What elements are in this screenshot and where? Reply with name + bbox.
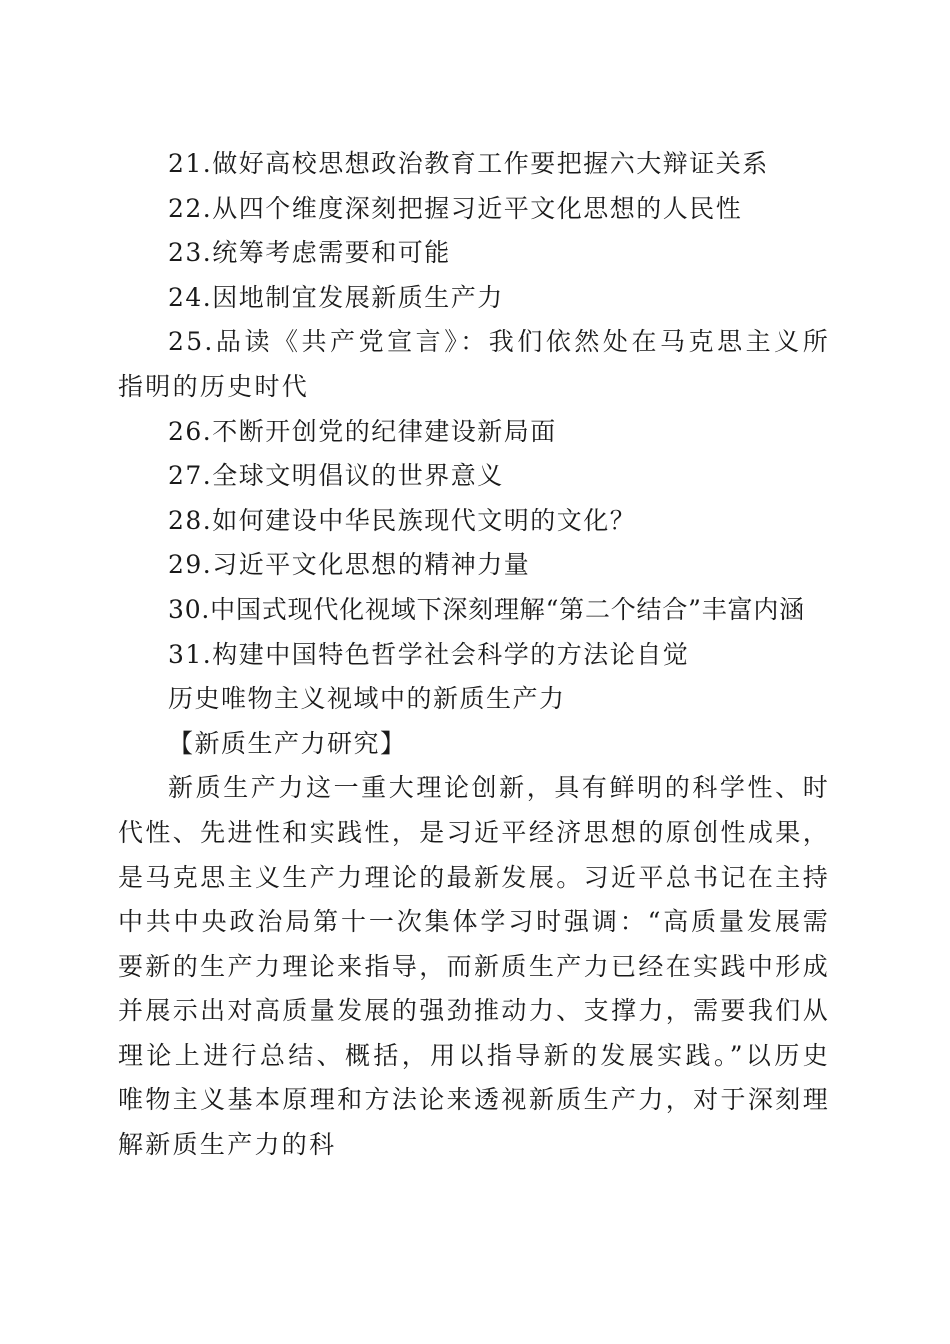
item-number: 21. bbox=[168, 149, 213, 178]
item-number: 27. bbox=[168, 461, 213, 491]
list-item bbox=[118, 633, 830, 678]
item-number: 28. bbox=[168, 505, 213, 535]
item-number: 29. bbox=[168, 550, 213, 580]
item-number: 26. bbox=[168, 416, 213, 446]
item-number: 23. bbox=[168, 238, 213, 268]
article-body: 新质生产力这一重大理论创新，具有鲜明的科学性、时代性、先进性和实践性，是习近平经济思想的原创性成果，是马克思主义生产力理论的最新发展。习近平总书记在主持中共中央政治局第十一次集体学习时强调：“高质量发展需要新的生产力理论来指导，而新质生产力已经在实践中形成并展示出对高质量发展的强劲推动力、支撑力，需要我们从理论上进行总结、概括，用以指导新的发展实践。”以历史唯物主义基本原理和方法论来透视新质生产力，对于深刻理解新质生产力的科 bbox=[118, 773, 830, 1160]
item-text: 品读《共产党宣言》：我们依然处在马克思主义所指明的历史时代 bbox=[118, 327, 830, 401]
item-text: 统筹考虑需要和可能 bbox=[212, 238, 451, 268]
list-item bbox=[118, 276, 830, 321]
document-content bbox=[118, 142, 830, 1168]
section-label: 【新质生产力研究】 bbox=[168, 728, 407, 758]
item-text: 从四个维度深刻把握习近平文化思想的人民性 bbox=[212, 193, 743, 223]
list-item bbox=[118, 320, 830, 409]
item-text: 不断开创党的纪律建设新局面 bbox=[212, 416, 557, 446]
item-text: 全球文明倡议的世界意义 bbox=[212, 461, 504, 491]
item-text: 构建中国特色哲学社会科学的方法论自觉 bbox=[212, 639, 690, 669]
list-item bbox=[118, 499, 830, 544]
item-number: 24. bbox=[168, 282, 213, 312]
list-item bbox=[118, 231, 830, 276]
list-item bbox=[118, 454, 830, 499]
list-item bbox=[118, 142, 830, 187]
item-text: 因地制宜发展新质生产力 bbox=[212, 282, 504, 312]
item-number: 22. bbox=[168, 193, 213, 223]
item-text: 中国式现代化视域下深刻理解“第二个结合”丰富内涵 bbox=[210, 594, 805, 624]
item-text: 如何建设中华民族现代文明的文化？ bbox=[212, 505, 637, 535]
item-number: 25. bbox=[168, 327, 215, 357]
list-item bbox=[118, 543, 830, 588]
article-title: 历史唯物主义视域中的新质生产力 bbox=[168, 684, 566, 714]
list-item bbox=[118, 410, 830, 455]
list-item bbox=[118, 187, 830, 232]
item-number: 31. bbox=[168, 639, 213, 669]
item-text: 习近平文化思想的精神力量 bbox=[212, 550, 531, 580]
list-item bbox=[118, 588, 830, 633]
item-text: 做好高校思想政治教育工作要把握六大辩证关系 bbox=[212, 149, 769, 178]
item-number: 30. bbox=[168, 594, 211, 624]
